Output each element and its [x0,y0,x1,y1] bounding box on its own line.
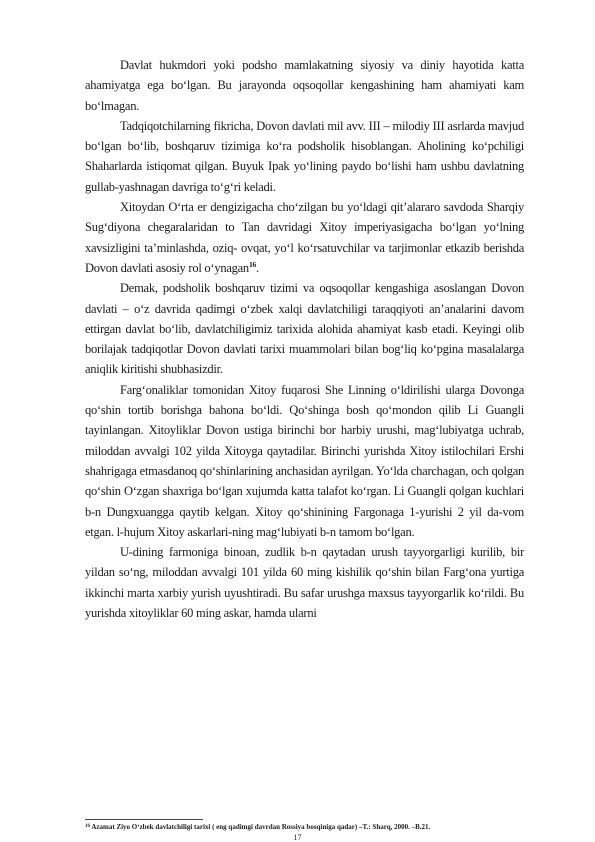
body-text [85,55,524,623]
paragraph: Davlat hukmdori yoki podsho mamlakatning siyosiy va diniy hayotida katta ahamiyatga ega bo‘lgan. Bu jarayonda oqsoqollar kengashining ham ahamiyati kam bo‘lmagan. [85,58,524,113]
paragraph-end-punctuation: . [255,260,259,275]
paragraph: Farg‘onaliklar tomonidan Xitoy fuqarosi She Linning o‘ldirilishi ularga Dovonga qo‘shin tortib borishga bahona bo‘ldi. Qo‘shinga bosh qo‘mondon qilib Li Guangli tayinlangan. Xitoyliklar Dovon ustiga birinchi bor harbiy urushi, mag‘lubiyatga uchrab, miloddan avvalgi 102 yilda Xitoyga qaytadilar. Birinchi yurishda Xitoy istilochilari Ershi shahrigaga etmasdanoq qo‘shinlarining anchasidan ayrilgan. Yo‘lda charchagan, och qolgan qo‘shin O‘zgan shaxriga bo‘lgan xujumda katta talafot ko‘rgan. Li Guangli qolgan kuchlari b-n Dungxuangga qaytib kelgan. Xitoy qo‘shinining Fargonaga 1-yurishi 2 yil da-vom etgan. l-hujum Xitoy askarlari-ning mag‘lubiyati b-n tamom bo‘lgan. [85,382,524,539]
footnote [85,823,535,832]
footnote-number: 16 [85,824,90,829]
footnote-text: Azamat Ziyo O‘zbek davlatchiligi tarixi ( eng qadimgi davrdan Rossiya bosqiniga qadar) –T.: Sharq, 2000. –B.21. [90,823,431,831]
footnote-divider [85,819,203,820]
paragraph-with-footnote [85,197,524,278]
paragraph: Tadqiqotchilarning fikricha, Dovon davlati mil avv. III – milodiy III asrlarda mavjud bo‘lgan bo‘lib, boshqaruv tizimiga ko‘ra podsholik hisoblangan. Aholining ko‘pchiligi Shaharlarda istiqomat qilgan. Buyuk Ipak yo‘lining paydo bo‘lishi ham ushbu davlatning gullab-yashnagan davriga to‘g‘ri keladi. [85,118,524,194]
paragraph-text: Xitoydan O‘rta er dengizigacha cho‘zilgan bu yo‘ldagi qit’alararo savdoda Sharqiy Sug‘diyona chegaralaridan to Tan davridagi Xitoy imperiyasigacha bo‘lgan yo‘lning xavsizligini ta’minlashda, oziq- ovqat, yo‘l ko‘rsatuvchilar va tarjimonlar etkazib berishda Dovon davlati asosiy rol o‘ynagan [85,200,524,275]
paragraph: U-dining farmoniga binoan, zudlik b-n qaytadan urush tayyorgarligi kurilib, bir yildan so‘ng, miloddan avvalgi 101 yilda 60 ming kishilik qo‘shin bilan Farg‘ona yurtiga ikkinchi marta xarbiy yurish uyushtiradi. Bu safar urushga maxsus tayyorgarlik ko‘rildi. Bu yurishda xitoyliklar 60 ming askar, hamda ularni [85,545,524,621]
footnote-reference[interactable]: 16 [248,259,256,269]
paragraph: Demak, podsholik boshqaruv tizimi va oqsoqollar kengashiga asoslangan Dovon davlati – o‘z davrida qadimgi o‘zbek xalqi davlatchiligi taraqqiyoti an’analarini davom ettirgan davlat bo‘lib, davlatchiligimiz tarixida alohida ahamiyat kasb etadi. Keyingi olib borilajak tadqiqotlar Dovon davlati tarixi muammolari bilan bog‘liq ko‘pgina masalalarga aniqlik kiritishi shubhasizdir. [85,281,524,377]
page-number: 17 [293,833,302,842]
